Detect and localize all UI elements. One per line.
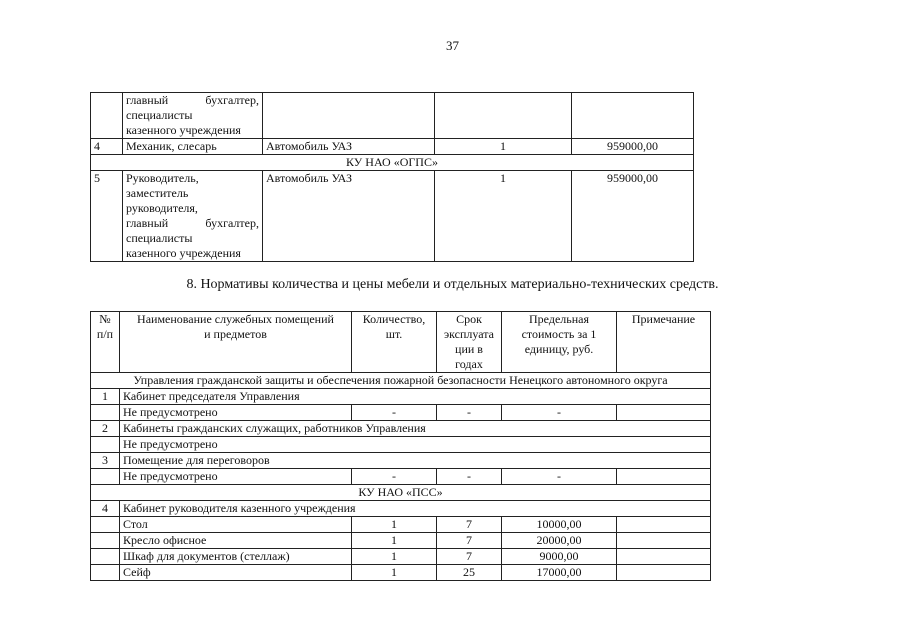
header-qty: Количество, шт. [352, 312, 437, 373]
header-row [91, 312, 711, 373]
term-cell: 7 [437, 517, 502, 533]
group-title: КУ НАО «ПСС» [91, 485, 711, 501]
section-title-cell: Кабинеты гражданских служащих, работников Управления [120, 421, 711, 437]
table-row [91, 405, 711, 421]
section-row [91, 389, 711, 405]
qty-cell: 1 [352, 533, 437, 549]
table-row [91, 171, 694, 262]
term-cell: 25 [437, 565, 502, 581]
price-cell: 20000,00 [502, 533, 617, 549]
row-number: 2 [91, 421, 120, 437]
item-name: Кресло офисное [120, 533, 352, 549]
group-row [91, 485, 711, 501]
table-row [91, 469, 711, 485]
item-name: Сейф [120, 565, 352, 581]
qty-cell: - [352, 469, 437, 485]
item-cell: Автомобиль УАЗ [263, 139, 435, 155]
row-number: 5 [91, 171, 123, 262]
group-row [91, 373, 711, 389]
section-title-cell: Кабинет председателя Управления [120, 389, 711, 405]
item-cell: Автомобиль УАЗ [263, 171, 435, 262]
qty-cell: 1 [435, 139, 572, 155]
furniture-table [90, 311, 711, 581]
group-title: КУ НАО «ОГПС» [91, 155, 694, 171]
section-row [91, 453, 711, 469]
group-title: Управления гражданской защиты и обеспечения пожарной безопасности Ненецкого автономного округа [91, 373, 711, 389]
position-cell: главный бухгалтер, специалисты казенного учреждения [123, 93, 263, 139]
row-number: 4 [91, 501, 120, 517]
position-cell: Руководитель, заместитель руководителя, главный бухгалтер, специалисты казенного учреждения [123, 171, 263, 262]
qty-cell: - [352, 405, 437, 421]
row-number: 4 [91, 139, 123, 155]
section-title-cell: Кабинет руководителя казенного учреждения [120, 501, 711, 517]
price-cell: - [502, 405, 617, 421]
item-name: Не предусмотрено [120, 437, 711, 453]
page-number: 37 [446, 38, 459, 53]
row-number: 1 [91, 389, 120, 405]
qty-cell: 1 [352, 549, 437, 565]
header-term: Срок эксплуата ции в годах [437, 312, 502, 373]
header-name: Наименование служебных помещений и предметов [120, 312, 352, 373]
item-name: Не предусмотрено [120, 405, 352, 421]
table-row [91, 549, 711, 565]
price-cell: 959000,00 [572, 171, 694, 262]
term-cell: - [437, 405, 502, 421]
item-name: Стол [120, 517, 352, 533]
table-row [91, 437, 711, 453]
price-cell: 959000,00 [572, 139, 694, 155]
section-title: 8. Нормативы количества и цены мебели и отдельных материально-технических средств. [186, 277, 719, 292]
item-name: Шкаф для документов (стеллаж) [120, 549, 352, 565]
price-cell: - [502, 469, 617, 485]
table-row [91, 517, 711, 533]
price-cell: 9000,00 [502, 549, 617, 565]
qty-cell: 1 [352, 565, 437, 581]
table-row [91, 533, 711, 549]
group-row [91, 155, 694, 171]
row-number: 3 [91, 453, 120, 469]
header-num: № п/п [91, 312, 120, 373]
section-row [91, 421, 711, 437]
header-price: Предельная стоимость за 1 единицу, руб. [502, 312, 617, 373]
price-cell: 10000,00 [502, 517, 617, 533]
term-cell: 7 [437, 533, 502, 549]
position-cell: Механик, слесарь [123, 139, 263, 155]
table-row [91, 139, 694, 155]
table-row [91, 565, 711, 581]
price-cell: 17000,00 [502, 565, 617, 581]
term-cell: 7 [437, 549, 502, 565]
vehicles-table [90, 92, 694, 262]
item-name: Не предусмотрено [120, 469, 352, 485]
term-cell: - [437, 469, 502, 485]
table-row [91, 93, 694, 139]
header-note: Примечание [617, 312, 711, 373]
qty-cell: 1 [352, 517, 437, 533]
section-title-cell: Помещение для переговоров [120, 453, 711, 469]
qty-cell: 1 [435, 171, 572, 262]
section-row [91, 501, 711, 517]
